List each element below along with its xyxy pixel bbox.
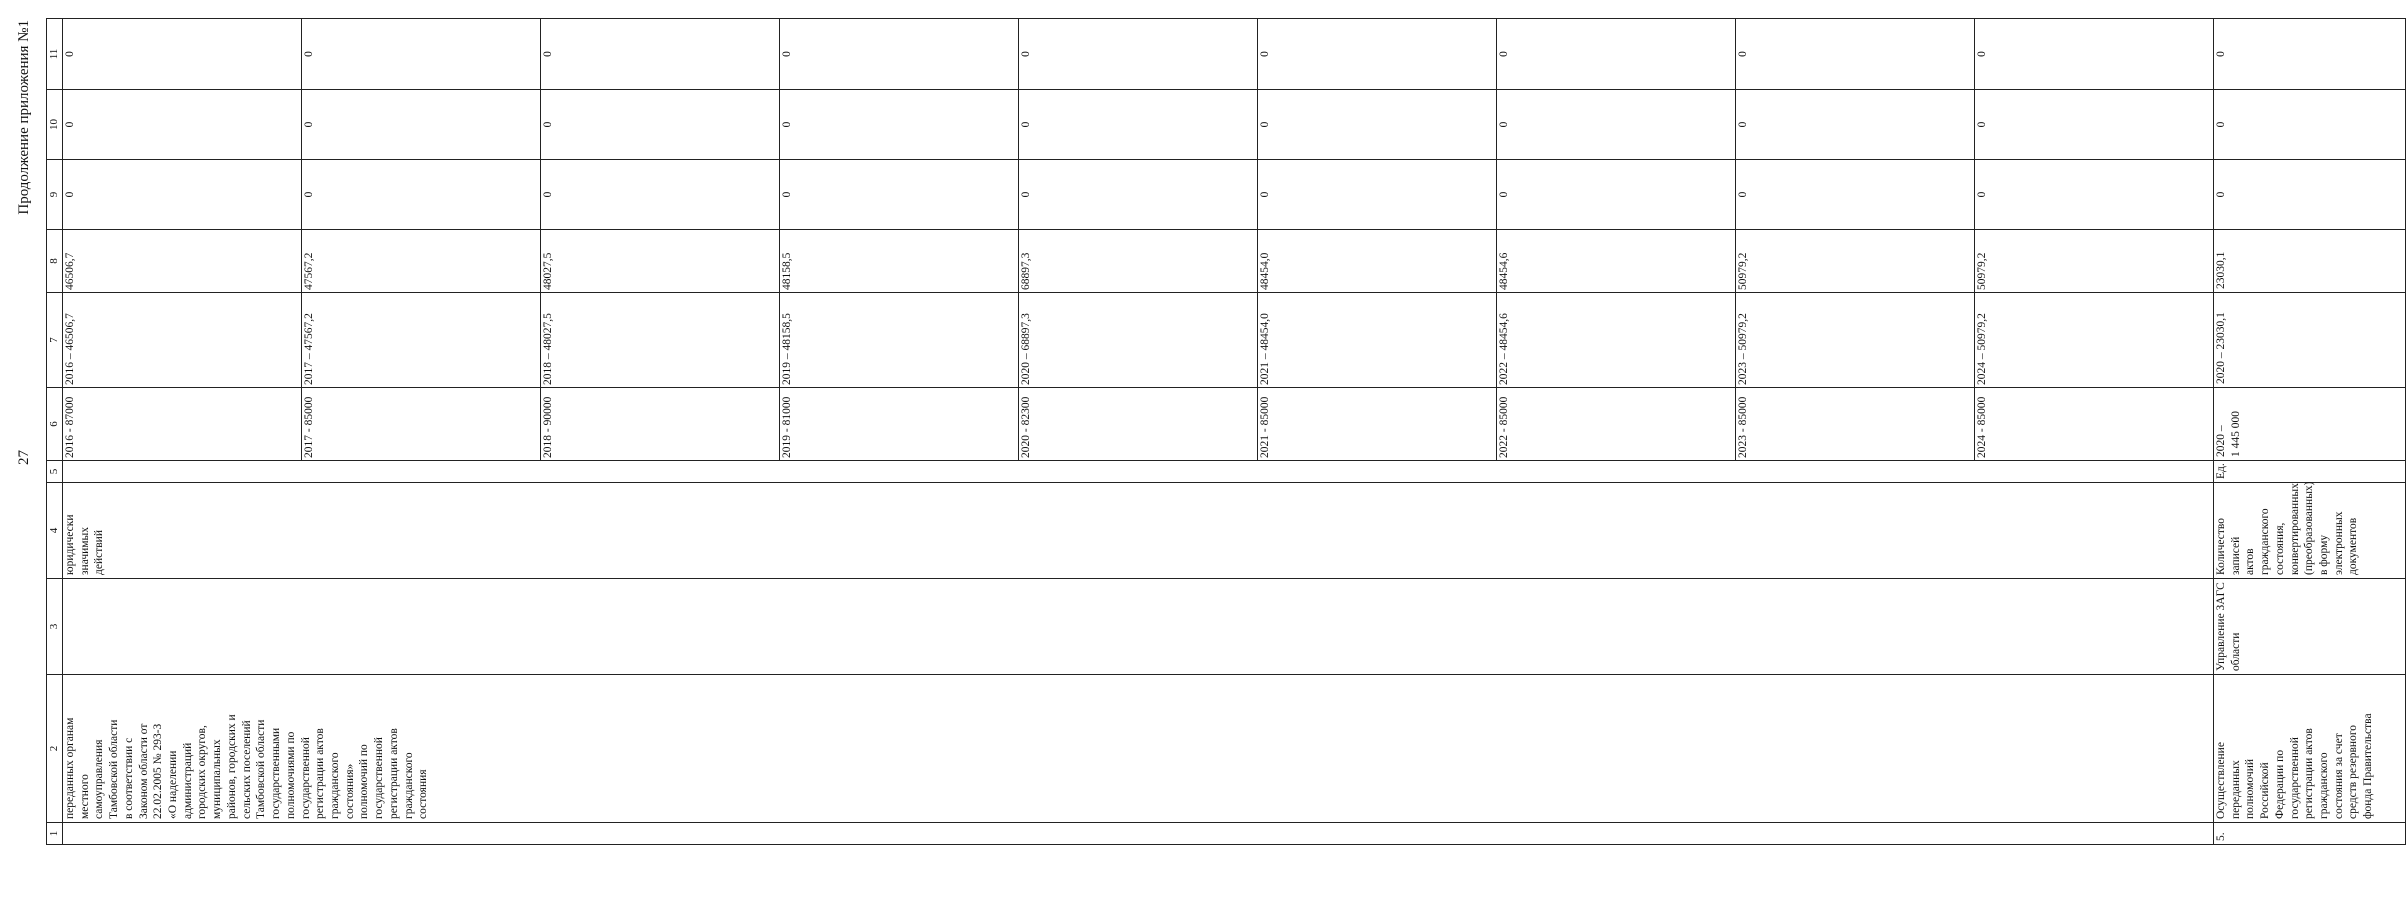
year-subrow: [1258, 230, 1497, 292]
year-subrow: [302, 388, 541, 460]
row2-col8: 23030,1: [2214, 230, 2406, 293]
year-subrow: [1258, 388, 1497, 460]
year-subrow: [1736, 230, 1975, 292]
year-value: 68897,3: [1019, 230, 1258, 292]
year-subrow: [1019, 160, 1258, 229]
year-value: 46506,7: [63, 230, 302, 292]
year-value: 0: [63, 90, 302, 159]
cell-line: самоуправления: [93, 739, 106, 819]
year-value: 47567,2: [302, 230, 541, 292]
year-subrow: [1019, 19, 1258, 89]
year-value: 2021 – 48454,0: [1258, 293, 1497, 387]
cell-line: гражданского: [2318, 752, 2331, 819]
year-subrow: [541, 230, 780, 292]
row1-col11: [63, 19, 2214, 90]
cell-line: переданных: [2229, 760, 2242, 819]
col-num-2: 2: [47, 675, 63, 823]
cell-line: (преобразованных): [2303, 481, 2316, 575]
year-value: 2019 – 48158,5: [780, 293, 1019, 387]
row1-col6: [63, 388, 2214, 461]
year-value: 0: [1736, 19, 1975, 89]
year-subrow: [780, 19, 1019, 89]
year-subrow: [1019, 388, 1258, 460]
year-subrow: [780, 160, 1019, 229]
col-num-4: 4: [47, 483, 63, 579]
col-num-5: 5: [47, 461, 63, 483]
col-num-7: 7: [47, 293, 63, 388]
year-subrow: [1258, 90, 1497, 159]
cell-line: сельских поселений: [240, 720, 253, 819]
cell-line: в форму: [2318, 534, 2331, 575]
year-value: 2018 - 90000: [541, 388, 780, 460]
cell-line: состояния»: [343, 763, 356, 819]
year-value: 48158,5: [780, 230, 1019, 292]
cell-line: Законом области от: [137, 723, 150, 819]
year-value: 0: [1258, 19, 1497, 89]
cell-line: администраций: [181, 742, 194, 819]
row1-col1: [63, 823, 2214, 845]
row1-col5: [63, 461, 2214, 483]
year-value: 2023 - 85000: [1736, 388, 1975, 460]
cell-line: актов гражданского: [2244, 508, 2272, 575]
year-value: 2022 - 85000: [1497, 388, 1736, 460]
year-value: 50979,2: [1976, 252, 1988, 290]
year-value: 2021 - 85000: [1258, 388, 1497, 460]
row1-col10: [63, 90, 2214, 160]
cell-line: гражданского: [402, 752, 415, 819]
row2-col10: 0: [2214, 90, 2406, 160]
year-subrow: [541, 19, 780, 89]
cell-line: государственными: [270, 727, 283, 819]
row1-col3: [63, 579, 2214, 675]
cell-line: конвертированных: [2288, 483, 2301, 575]
year-value: 2024 – 50979,2: [1976, 313, 1988, 385]
year-value: 0: [1497, 90, 1736, 159]
cell-line: электронных: [2332, 511, 2345, 575]
cell-line: фонда Правительства: [2362, 713, 2375, 819]
year-subrow: [1497, 19, 1736, 89]
year-subrow: [541, 160, 780, 229]
cell-line: состояния за счет: [2332, 733, 2345, 819]
cell-line: полномочиями по: [284, 731, 297, 819]
cell-line: Российской: [2259, 762, 2272, 819]
year-value: 2020 – 68897,3: [1019, 293, 1258, 387]
year-subrow: [1258, 160, 1497, 229]
cell-line: юридически: [64, 514, 76, 575]
year-subrow: [541, 293, 780, 387]
cell-line: состояния,: [2273, 522, 2286, 575]
row1-col9: [63, 160, 2214, 230]
page-number: 27: [16, 450, 32, 465]
year-subrow: [1736, 160, 1975, 229]
year-subrow: [1975, 160, 2214, 229]
year-value: 48454,0: [1258, 230, 1497, 292]
column-number-row: [47, 19, 63, 845]
row1-col8: [63, 230, 2214, 293]
year-value: 0: [1258, 90, 1497, 159]
cell-line: 2020 –: [2215, 425, 2227, 457]
year-value: 0: [1258, 160, 1497, 229]
year-value: 0: [302, 19, 541, 89]
cell-line: государственной: [299, 737, 312, 819]
cell-line: Количество записей: [2215, 518, 2242, 575]
year-value: 0: [1976, 51, 1988, 57]
year-value: 2020 - 82300: [1019, 388, 1258, 460]
cell-line: государственной: [2288, 737, 2301, 819]
year-value: 0: [541, 160, 780, 229]
year-subrow: [1019, 293, 1258, 387]
col-num-11: 11: [47, 19, 63, 90]
year-subrow: [1975, 230, 2214, 292]
cell-line: местного: [78, 774, 91, 819]
year-value: 0: [63, 160, 302, 229]
year-value: 2022 – 48454,6: [1497, 293, 1736, 387]
year-value: 2016 – 46506,7: [63, 293, 302, 387]
year-subrow: [1975, 388, 2214, 460]
year-subrow: [302, 19, 541, 89]
table-row: [63, 19, 2214, 845]
cell-line: 22.02.2005 № 293-З: [152, 723, 165, 819]
year-value: 0: [780, 19, 1019, 89]
year-value: 50979,2: [1736, 230, 1975, 292]
cell-line: городских округов,: [196, 725, 209, 819]
year-subrow: [302, 90, 541, 159]
cell-line: области: [2229, 632, 2242, 671]
year-subrow: [63, 388, 302, 460]
year-value: 2019 - 81000: [780, 388, 1019, 460]
col-num-9: 9: [47, 160, 63, 230]
year-subrow: [1258, 19, 1497, 89]
cell-line: 1 445 000: [2229, 411, 2242, 457]
year-subrow: [780, 230, 1019, 292]
year-subrow: [541, 388, 780, 460]
year-value: 0: [1019, 160, 1258, 229]
cell-line: полномочий: [2244, 759, 2257, 819]
year-value: 2017 – 47567,2: [302, 293, 541, 387]
cell-line: полномочий по: [358, 744, 371, 819]
row1-col2: [63, 675, 2214, 823]
year-value: 0: [780, 90, 1019, 159]
year-subrow: [1497, 388, 1736, 460]
year-subrow: [63, 293, 302, 387]
cell-line: Тамбовской области: [255, 719, 268, 819]
year-subrow: [1975, 90, 2214, 159]
row1-col4: [63, 483, 2214, 579]
year-value: 48027,5: [541, 230, 780, 292]
cell-line: регистрации актов: [314, 728, 327, 819]
row1-col7: [63, 293, 2214, 388]
row2-col1: 5.: [2214, 823, 2406, 845]
year-subrow: [1019, 90, 1258, 159]
year-value: 2024 - 85000: [1976, 396, 1988, 458]
year-value: 2023 – 50979,2: [1736, 293, 1975, 387]
year-value: 0: [1497, 19, 1736, 89]
table-row: [2214, 19, 2406, 845]
year-subrow: [1497, 90, 1736, 159]
year-subrow: [1258, 293, 1497, 387]
year-value: 0: [1976, 191, 1988, 198]
year-value: 0: [1497, 160, 1736, 229]
cell-line: Управление ЗАГС: [2215, 582, 2227, 671]
year-subrow: [1019, 230, 1258, 292]
year-subrow: [541, 90, 780, 159]
row2-col6: [2214, 388, 2406, 461]
continuation-title: Продолжение приложения №1: [16, 20, 32, 215]
row2-col3: [2214, 579, 2406, 675]
year-value: 0: [541, 19, 780, 89]
year-subrow: [1975, 293, 2214, 387]
year-subrow: [1497, 160, 1736, 229]
row2-col2: [2214, 675, 2406, 823]
row2-col7: 2020 – 23030,1: [2214, 293, 2406, 388]
year-subrow: [780, 388, 1019, 460]
row2-col11: 0: [2214, 19, 2406, 90]
year-subrow: [63, 230, 302, 292]
cell-line: муниципальных: [211, 739, 224, 819]
cell-line: «О наделении: [167, 750, 180, 819]
col-num-10: 10: [47, 90, 63, 160]
row2-col9: 0: [2214, 160, 2406, 230]
year-value: 0: [302, 160, 541, 229]
col-num-6: 6: [47, 388, 63, 461]
cell-line: состояния: [417, 769, 430, 819]
year-subrow: [1736, 19, 1975, 89]
year-subrow: [63, 160, 302, 229]
col-num-8: 8: [47, 230, 63, 293]
col-num-1: 1: [47, 823, 63, 845]
cell-line: Осуществление: [2215, 742, 2227, 819]
year-subrow: [302, 230, 541, 292]
cell-line: переданных органам: [64, 717, 76, 819]
year-value: 0: [302, 90, 541, 159]
year-subrow: [302, 160, 541, 229]
cell-line: документов: [2347, 517, 2360, 575]
year-subrow: [1975, 19, 2214, 89]
year-value: 0: [1019, 19, 1258, 89]
year-value: 0: [780, 160, 1019, 229]
year-value: 2017 - 85000: [302, 388, 541, 460]
cell-line: районов, городских и: [225, 714, 238, 819]
year-subrow: [302, 293, 541, 387]
year-value: 0: [1736, 160, 1975, 229]
cell-line: действий: [93, 530, 106, 575]
col-num-3: 3: [47, 579, 63, 675]
year-value: 48454,6: [1497, 230, 1736, 292]
cell-line: регистрации актов: [387, 728, 400, 819]
cell-line: государственной: [373, 737, 386, 819]
year-subrow: [1497, 293, 1736, 387]
year-value: 0: [1019, 90, 1258, 159]
year-value: 0: [541, 90, 780, 159]
cell-line: Федерации по: [2273, 749, 2286, 819]
page-header: [16, 0, 40, 905]
cell-line: значимых: [78, 526, 91, 575]
year-subrow: [63, 90, 302, 159]
year-subrow: [780, 90, 1019, 159]
year-subrow: [1736, 90, 1975, 159]
year-value: 2018 – 48027,5: [541, 293, 780, 387]
year-subrow: [780, 293, 1019, 387]
row2-col5: Ед.: [2214, 461, 2406, 483]
appendix-table: [46, 18, 2406, 845]
cell-line: Тамбовской области: [108, 719, 121, 819]
cell-line: в соответствии с: [122, 737, 135, 819]
row2-col4: [2214, 483, 2406, 579]
year-subrow: [1736, 388, 1975, 460]
year-value: 0: [63, 19, 302, 89]
cell-line: средств резервного: [2347, 725, 2360, 819]
cell-line: гражданского: [328, 752, 341, 819]
year-value: 2016 - 87000: [63, 388, 302, 460]
year-subrow: [63, 19, 302, 89]
year-subrow: [1497, 230, 1736, 292]
year-value: 0: [1976, 121, 1988, 128]
year-subrow: [1736, 293, 1975, 387]
year-value: 0: [1736, 90, 1975, 159]
cell-line: регистрации актов: [2303, 728, 2316, 819]
